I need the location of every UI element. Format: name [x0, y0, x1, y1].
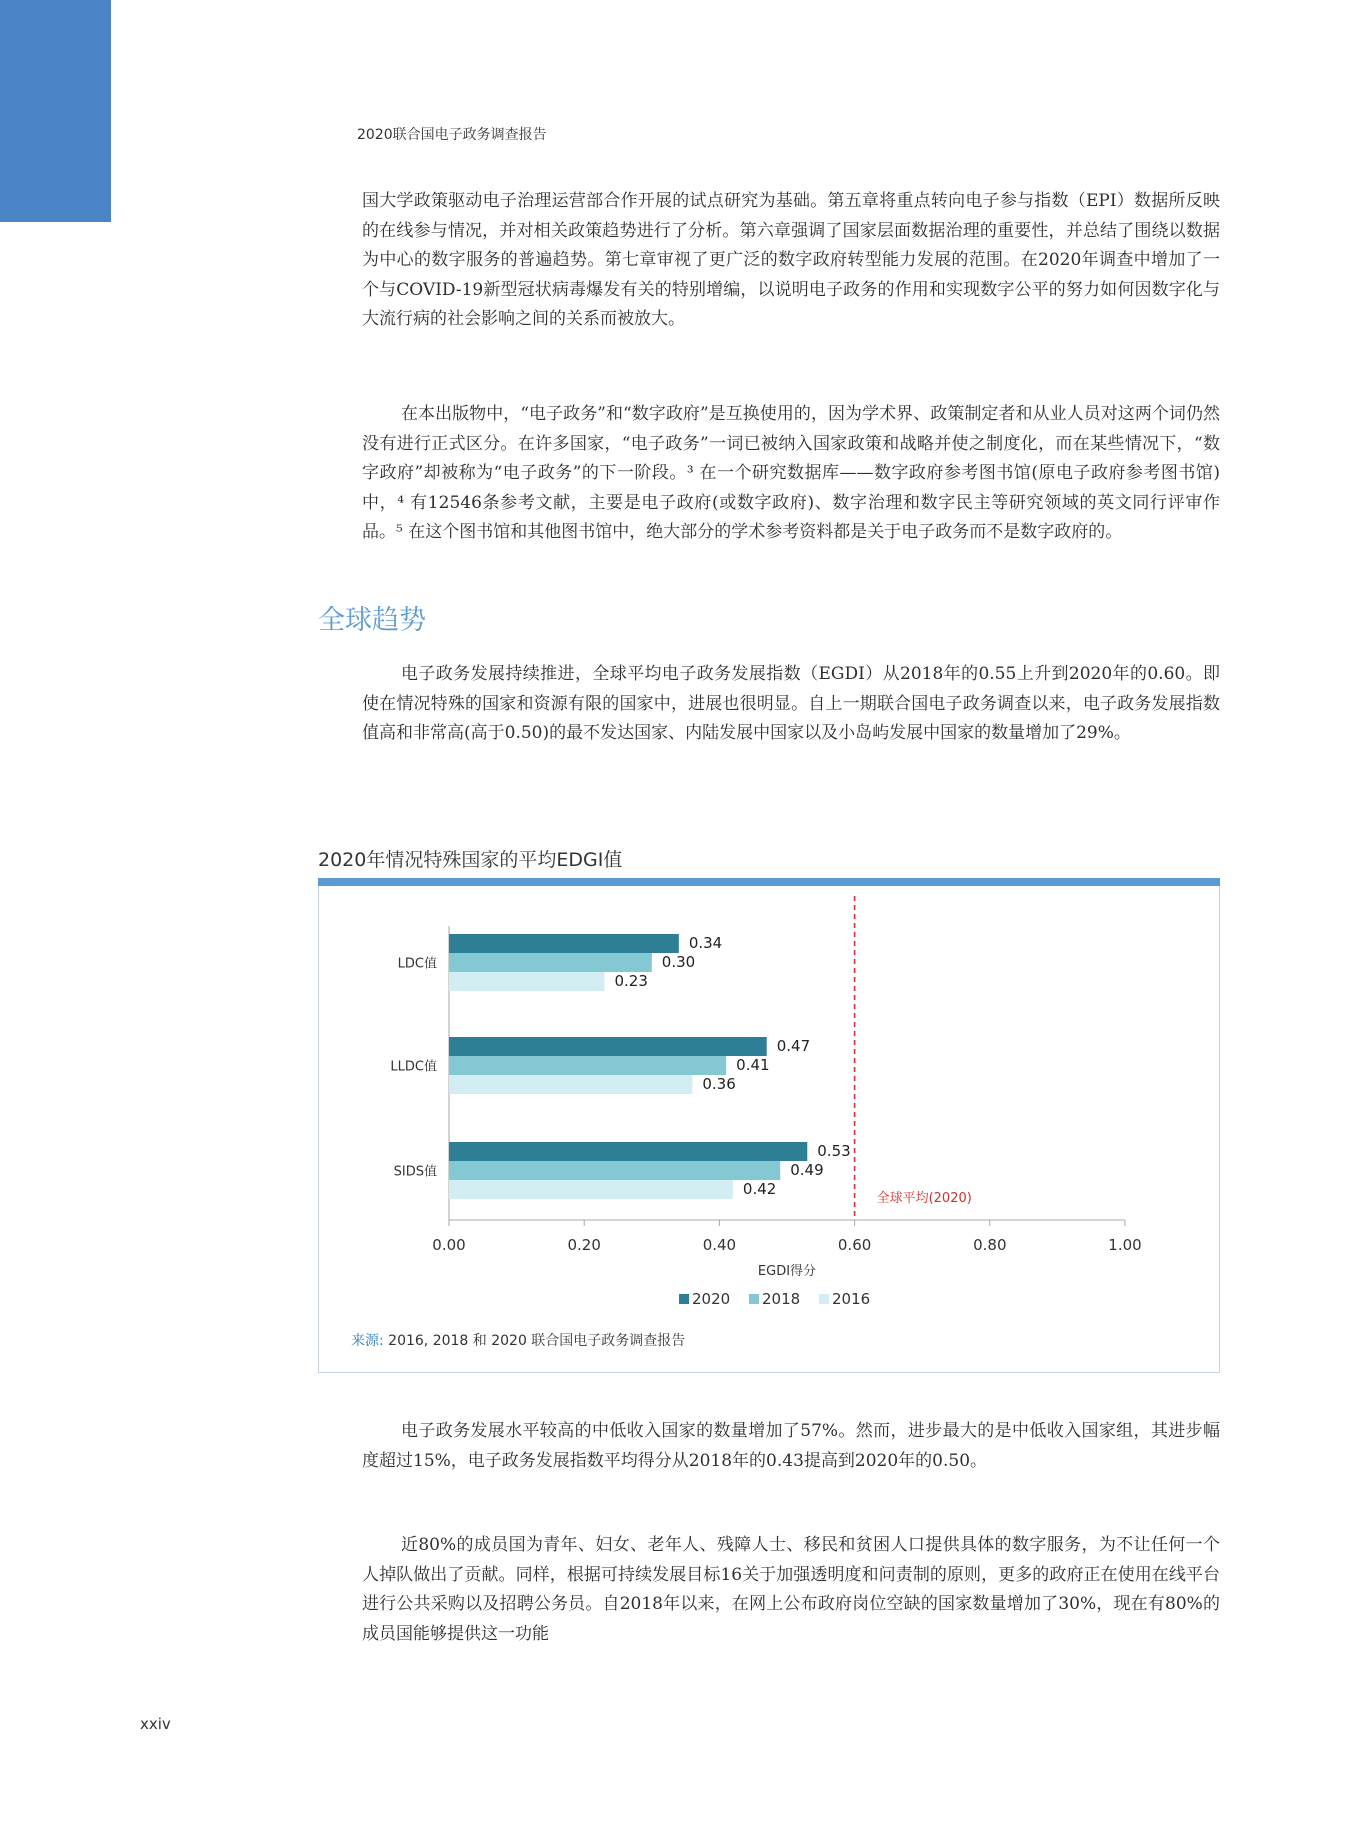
edgi-bar-chart — [319, 886, 1219, 1372]
source-text: 2016, 2018 和 2020 联合国电子政务调查报告 — [388, 1333, 686, 1349]
legend-swatch — [749, 1294, 759, 1304]
x-tick-label: 0.60 — [837, 1236, 872, 1254]
bar-2018 — [449, 1161, 780, 1180]
category-label: LLDC值 — [390, 1059, 437, 1075]
paragraph-2: 在本出版物中，“电子政务”和“数字政府”是互换使用的，因为学术界、政策制定者和从业人员对这两个词仍然没有进行正式区分。在许多国家，“电子政务”一词已被纳入国家政策和战略并使之制度化，而在某些情况下，“数字政府”却被称为“电子政务”的下一阶段。³ 在一个研究数据库——数字政府参考图书馆(原电子政府参考图书馆)中，⁴ 有12546条参考文献，主要是电子政府(或数字政府)、数字治理和数字民主等研究领域的英文同行评审作品。⁵ 在这个图书馆和其他图书馆中，绝大部分的学术参考资料都是关于电子政务而不是数字政府的。 — [362, 404, 1220, 542]
paragraph-5: 近80%的成员国为青年、妇女、老年人、残障人士、移民和贫困人口提供具体的数字服务，为不让任何一个人掉队做出了贡献。同样，根据可持续发展目标16关于加强透明度和问责制的原则，更多的政府正在使用在线平台进行公共采购以及招聘公务员。自2018年以来，在网上公布政府岗位空缺的国家数量增加了30%，现在有80%的成员国能够提供这一功能 — [362, 1535, 1220, 1644]
legend-label: 2020 — [692, 1290, 731, 1308]
bar-2018 — [449, 1056, 726, 1075]
x-tick-label: 0.80 — [973, 1236, 1007, 1254]
chart-top-bar — [318, 878, 1220, 886]
bar-value-label: 0.41 — [736, 1056, 770, 1074]
x-axis-title: EGDI得分 — [757, 1264, 817, 1279]
bar-value-label: 0.47 — [776, 1037, 811, 1055]
bar-value-label: 0.36 — [702, 1075, 736, 1093]
bar-value-label: 0.49 — [790, 1161, 824, 1179]
legend-swatch — [679, 1294, 689, 1304]
x-tick-label: 1.00 — [1108, 1236, 1142, 1254]
bar-2016 — [449, 972, 604, 991]
bar-2016 — [449, 1180, 733, 1199]
corner-color-block — [0, 0, 111, 222]
legend-swatch — [819, 1294, 829, 1304]
running-header: 2020联合国电子政务调查报告 — [357, 127, 547, 143]
legend-label: 2018 — [762, 1290, 801, 1308]
bar-value-label: 0.34 — [688, 934, 723, 952]
chart-frame — [318, 886, 1220, 1373]
paragraph-4: 电子政务发展水平较高的中低收入国家的数量增加了57%。然而，进步最大的是中低收入国家组，其进步幅度超过15%，电子政务发展指数平均得分从2018年的0.43提高到2020年的0.50。 — [362, 1421, 1220, 1471]
x-tick-label: 0.20 — [567, 1236, 601, 1254]
chart-title: 2020年情况特殊国家的平均EDGI值 — [318, 849, 623, 871]
legend-label: 2016 — [832, 1290, 871, 1308]
bar-2020 — [449, 1142, 807, 1161]
bar-2018 — [449, 953, 652, 972]
bar-2016 — [449, 1075, 692, 1094]
bar-value-label: 0.23 — [614, 972, 648, 990]
bar-2020 — [449, 934, 679, 953]
x-tick-label: 0.40 — [702, 1236, 737, 1254]
bar-2020 — [449, 1037, 767, 1056]
paragraph-1: 国大学政策驱动电子治理运营部合作开展的试点研究为基础。第五章将重点转向电子参与指数（EPI）数据所反映的在线参与情况，并对相关政策趋势进行了分析。第六章强调了国家层面数据治理的重要性，并总结了围绕以数据为中心的数字服务的普遍趋势。第七章审视了更广泛的数字政府转型能力发展的范围。在2020年调查中增加了一个与COVID-19新型冠状病毒爆发有关的特别增编，以说明电子政务的作用和实现数字公平的努力如何因数字化与大流行病的社会影响之间的关系而被放大。 — [362, 191, 1220, 329]
section-title: 全球趋势 — [318, 605, 426, 636]
bar-value-label: 0.30 — [661, 953, 696, 971]
bar-value-label: 0.53 — [817, 1142, 851, 1160]
chart-source — [351, 1330, 685, 1350]
source-label: 来源: — [351, 1333, 384, 1349]
page-number: xxiv — [140, 1715, 171, 1733]
x-tick-label: 0.00 — [432, 1236, 466, 1254]
category-label: LDC值 — [397, 956, 437, 972]
global-average-label: 全球平均(2020) — [876, 1191, 972, 1206]
category-label: SIDS值 — [393, 1164, 437, 1180]
bar-value-label: 0.42 — [742, 1180, 777, 1198]
paragraph-3: 电子政务发展持续推进，全球平均电子政务发展指数（EGDI）从2018年的0.55上升到2020年的0.60。即使在情况特殊的国家和资源有限的国家中，进展也很明显。自上一期联合国电子政务调查以来，电子政务发展指数值高和非常高(高于0.50)的最不发达国家、内陆发展中国家以及小岛屿发展中国家的数量增加了29%。 — [362, 664, 1220, 743]
